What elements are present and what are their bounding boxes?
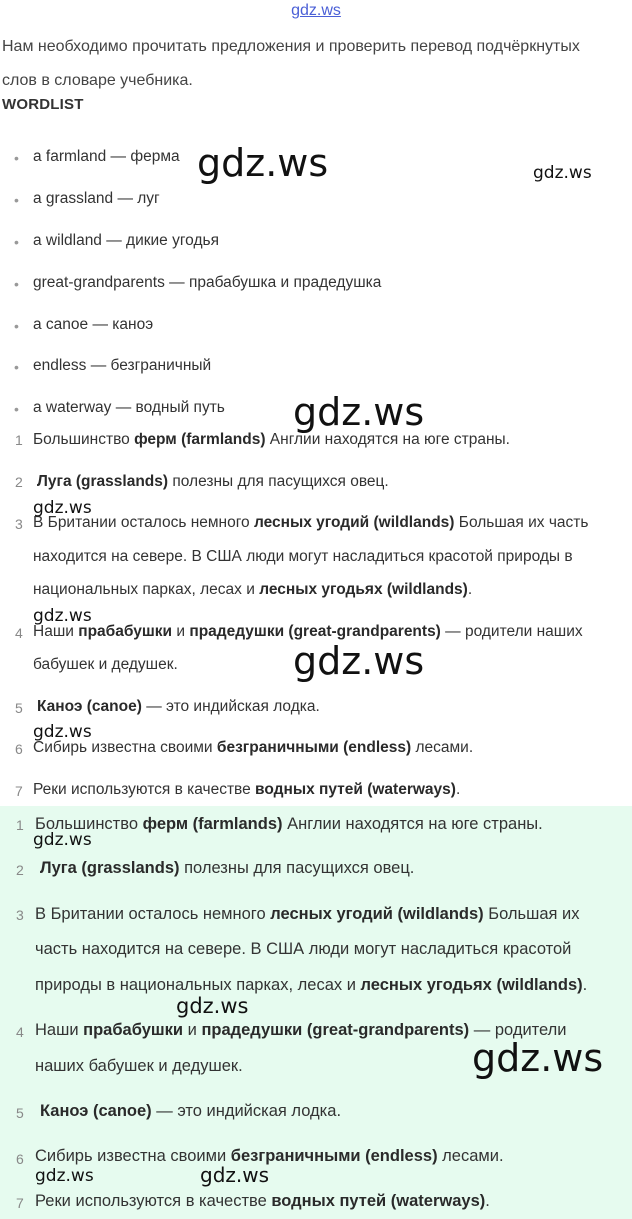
wordlist-item: a farmland — ферма	[33, 148, 180, 165]
watermark-large: gdz.ws	[472, 1036, 604, 1080]
keyword: лесных угодьях (wildlands)	[360, 976, 583, 994]
sentence-3-line-2: находится на севере. В США люди могут насладиться красотой природы в	[33, 548, 573, 565]
sentence-number: 4	[15, 625, 23, 641]
keyword: прабабушки	[78, 623, 173, 640]
sentence-text: В Британии осталось немного	[33, 514, 254, 531]
sentence-text: Наши	[35, 1021, 84, 1039]
keyword: лесных угодий (wildlands)	[270, 905, 484, 923]
panel-sentence-3-line-2: часть находится на севере. В США люди могут насладиться красотой	[35, 940, 572, 958]
wordlist-item: a canoe — каноэ	[33, 316, 154, 333]
sentence-number: 1	[15, 432, 23, 448]
sentence-text: В Британии осталось немного	[35, 905, 271, 923]
keyword: безграничными (endless)	[230, 1147, 438, 1165]
sentence-text: национальных парках, лесах и	[33, 581, 260, 598]
keyword: лесных угодий (wildlands)	[253, 514, 455, 531]
keyword: безграничными (endless)	[216, 739, 412, 756]
bullet-icon: •	[14, 318, 19, 334]
sentence-text: Англии находятся на юге страны.	[282, 815, 543, 833]
wordlist-item: endless — безграничный	[33, 357, 212, 374]
sentence-text: и	[172, 623, 190, 640]
sentence-number: 7	[15, 783, 23, 799]
sentence-text: Реки используются в качестве	[35, 1192, 272, 1210]
wordlist-item: a waterway — водный путь	[33, 399, 225, 416]
watermark-medium: gdz.ws	[176, 994, 249, 1018]
watermark-small: gdz.ws	[35, 1166, 94, 1186]
sentence-number: 7	[16, 1195, 24, 1211]
sentence-5	[37, 698, 320, 716]
bullet-icon: •	[14, 401, 19, 417]
sentence-text: лесами.	[437, 1147, 504, 1165]
sentence-text: .	[467, 581, 473, 598]
sentence-3	[33, 514, 588, 532]
bullet-icon: •	[14, 234, 19, 250]
sentence-6	[33, 739, 473, 757]
sentence-text: лесами.	[411, 739, 474, 756]
sentence-text: — это индийская лодка.	[141, 698, 320, 715]
keyword: прабабушки	[83, 1021, 184, 1039]
sentence-number: 1	[16, 817, 24, 833]
panel-sentence-6	[35, 1147, 504, 1166]
sentence-text: Сибирь известна своими	[35, 1147, 231, 1165]
sentence-text: Реки используются в качестве	[33, 781, 256, 798]
intro-text	[2, 30, 628, 98]
watermark-small: gdz.ws	[33, 722, 92, 742]
sentence-text: Большинство	[33, 431, 135, 448]
sentence-number: 5	[16, 1105, 24, 1121]
sentence-text: .	[485, 1192, 490, 1210]
sentence-text: Большая их часть	[454, 514, 589, 531]
sentence-text: и	[183, 1021, 202, 1039]
watermark-small: gdz.ws	[533, 163, 592, 183]
panel-sentence-7	[35, 1192, 490, 1211]
sentence-text: Большая их	[483, 905, 580, 923]
keyword: Каноэ (canoe)	[37, 698, 142, 715]
sentence-1	[33, 431, 510, 449]
keyword: лесных угодьях (wildlands)	[259, 581, 468, 598]
top-watermark-link[interactable]: gdz.ws	[291, 2, 341, 19]
sentence-number: 6	[15, 741, 23, 757]
wordlist-title: WORDLIST	[2, 96, 84, 113]
watermark-small: gdz.ws	[33, 606, 92, 626]
bullet-icon: •	[14, 150, 19, 166]
sentence-2	[37, 473, 389, 491]
keyword: прадедушки (great-grandparents)	[201, 1021, 470, 1039]
bullet-icon: •	[14, 192, 19, 208]
sentence-number: 6	[16, 1151, 24, 1167]
sentence-text: — родители наших	[440, 623, 583, 640]
wordlist-item: a grassland — луг	[33, 190, 160, 207]
keyword: Луга (grasslands)	[40, 859, 180, 877]
keyword: ферм (farmlands)	[142, 815, 283, 833]
sentence-number: 4	[16, 1024, 24, 1040]
keyword: Каноэ (canoe)	[40, 1102, 152, 1120]
wordlist-item: a wildland — дикие угодья	[33, 232, 219, 249]
panel-sentence-5	[40, 1102, 341, 1121]
sentence-number: 2	[15, 474, 23, 490]
sentence-text: Большинство	[35, 815, 143, 833]
intro-line-2: слов в словаре учебника.	[2, 72, 193, 89]
panel-sentence-4-line-2: наших бабушек и дедушек.	[35, 1057, 243, 1075]
sentence-text: .	[455, 781, 461, 798]
sentence-number: 3	[16, 907, 24, 923]
sentence-text: — это индийская лодка.	[151, 1102, 342, 1120]
keyword: водных путей (waterways)	[271, 1192, 486, 1210]
sentence-text: .	[582, 976, 588, 994]
sentence-text: Сибирь известна своими	[33, 739, 217, 756]
watermark-small: gdz.ws	[33, 830, 92, 850]
panel-sentence-3-line-3	[35, 976, 587, 995]
panel-sentence-1	[35, 815, 543, 834]
watermark-small: gdz.ws	[33, 498, 92, 518]
sentence-text: природы в национальных парках, лесах и	[35, 976, 361, 994]
sentence-text: Англии находятся на юге страны.	[265, 431, 510, 448]
sentence-text: Наши	[33, 623, 79, 640]
intro-line-1: Нам необходимо прочитать предложения и проверить перевод подчёркнутых	[2, 38, 580, 55]
bullet-icon: •	[14, 276, 19, 292]
watermark-large: gdz.ws	[197, 141, 329, 185]
sentence-number: 2	[16, 862, 24, 878]
watermark-medium: gdz.ws	[200, 1163, 270, 1187]
wordlist-item: great-grandparents — прабабушка и прадедушка	[33, 274, 382, 291]
keyword: Луга (grasslands)	[37, 473, 169, 490]
sentence-number: 5	[15, 700, 23, 716]
panel-sentence-3	[35, 905, 580, 924]
bullet-icon: •	[14, 359, 19, 375]
sentence-text: полезны для пасущихся овец.	[168, 473, 389, 490]
keyword: прадедушки (great-grandparents)	[189, 623, 441, 640]
keyword: ферм (farmlands)	[134, 431, 266, 448]
sentence-text: полезны для пасущихся овец.	[179, 859, 415, 877]
watermark-large: gdz.ws	[293, 390, 425, 434]
sentence-number: 3	[15, 516, 23, 532]
sentence-3-line-3	[33, 581, 472, 599]
sentence-4-line-2: бабушек и дедушек.	[33, 656, 178, 673]
sentence-7	[33, 781, 460, 799]
panel-sentence-2	[40, 859, 414, 878]
keyword: водных путей (waterways)	[255, 781, 456, 798]
watermark-large: gdz.ws	[293, 639, 425, 683]
sentence-text: — родители	[469, 1021, 567, 1039]
